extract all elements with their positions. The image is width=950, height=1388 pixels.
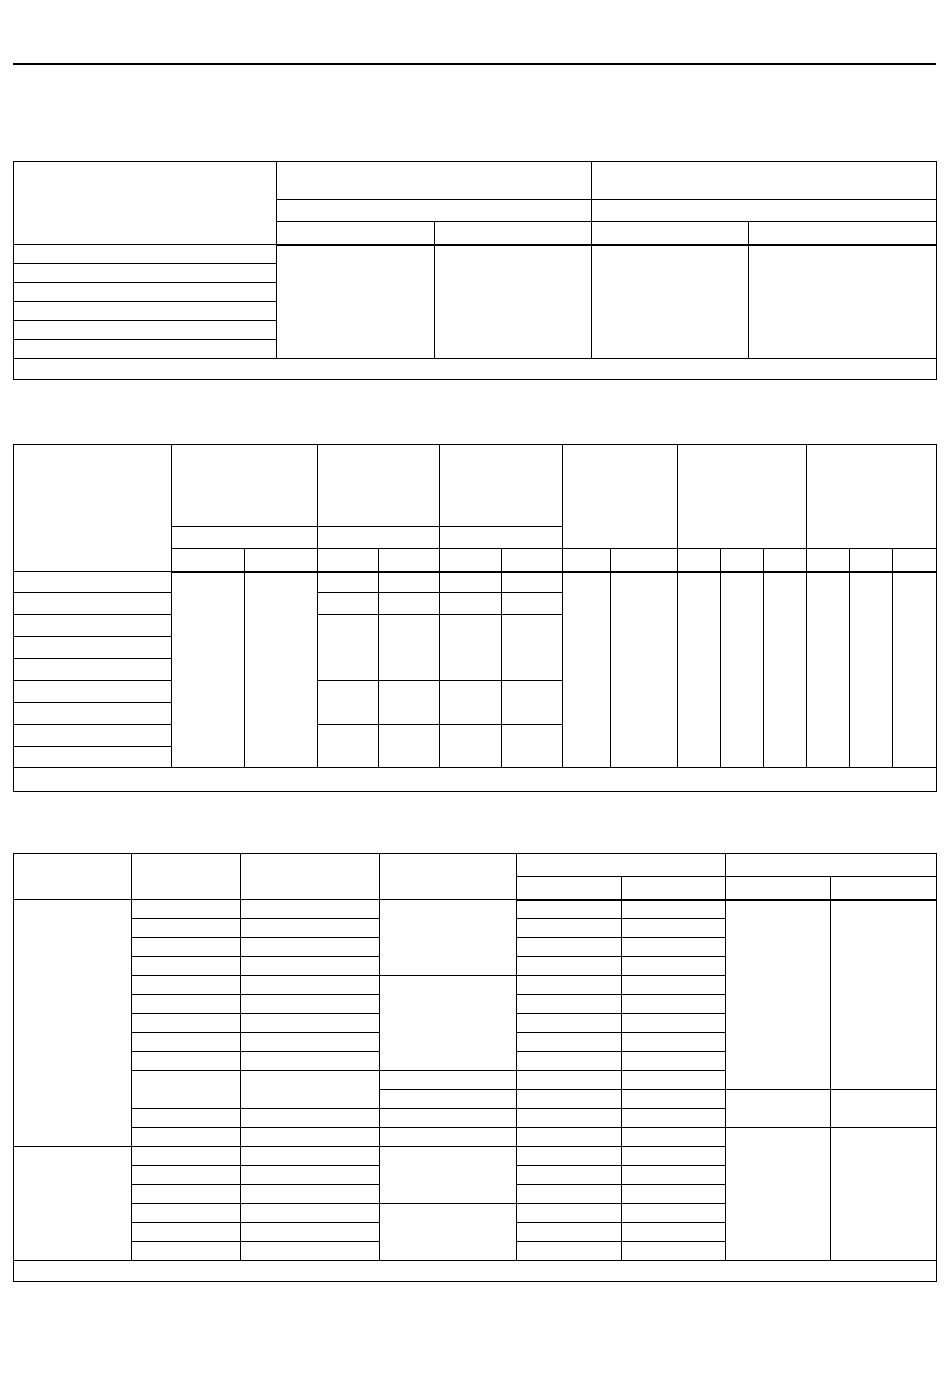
table-cell xyxy=(622,919,726,938)
table-cell xyxy=(517,1109,622,1128)
table-cell xyxy=(721,572,764,768)
table-cell xyxy=(379,572,440,593)
table-cell xyxy=(517,957,622,976)
header-cell xyxy=(172,445,318,527)
header-cell xyxy=(678,445,807,549)
header-cell xyxy=(440,549,502,572)
header-cell xyxy=(277,200,592,222)
table-cell xyxy=(517,919,622,938)
header-cell xyxy=(807,549,850,572)
table-cell xyxy=(132,1128,241,1147)
table-cell xyxy=(622,1223,726,1242)
table-cell xyxy=(622,1071,726,1090)
table-cell xyxy=(132,900,241,919)
table-row xyxy=(14,572,937,593)
table-cell xyxy=(440,681,502,725)
table-note-row xyxy=(14,359,937,380)
table-note xyxy=(14,359,937,380)
table-cell xyxy=(517,1166,622,1185)
table-cell xyxy=(622,1147,726,1166)
table-cell xyxy=(132,1204,241,1223)
header-cell xyxy=(563,549,611,572)
table-cell xyxy=(380,1071,517,1090)
table-cell xyxy=(132,938,241,957)
table-row xyxy=(14,445,937,527)
table-cell xyxy=(517,995,622,1014)
table-cell xyxy=(14,302,277,321)
header-cell xyxy=(14,445,172,572)
header-cell xyxy=(318,527,440,549)
table-cell xyxy=(132,1185,241,1204)
table-cell xyxy=(14,1147,132,1261)
header-cell xyxy=(440,527,563,549)
table-1 xyxy=(13,161,937,380)
table-cell xyxy=(517,938,622,957)
table-cell xyxy=(132,1014,241,1033)
table-cell xyxy=(517,900,622,919)
header-cell xyxy=(502,549,563,572)
header-cell xyxy=(726,877,831,900)
header-cell xyxy=(563,445,678,549)
table-cell xyxy=(726,900,831,1090)
table-2 xyxy=(13,444,937,792)
table-cell xyxy=(132,957,241,976)
table-cell xyxy=(502,615,563,681)
table-cell xyxy=(132,1147,241,1166)
table-cell xyxy=(517,1242,622,1261)
table-cell xyxy=(749,245,937,359)
table-cell xyxy=(14,264,277,283)
table-cell xyxy=(14,900,132,1147)
header-cell xyxy=(14,162,277,245)
table-cell xyxy=(517,1185,622,1204)
table-cell xyxy=(132,1071,241,1109)
table-cell xyxy=(14,637,172,659)
table-cell xyxy=(517,1052,622,1071)
table-cell xyxy=(517,1090,622,1109)
table-cell xyxy=(241,1109,380,1128)
table-cell xyxy=(563,572,611,768)
table-cell xyxy=(622,1033,726,1052)
table-cell xyxy=(435,245,592,359)
table-note xyxy=(14,1261,937,1282)
table-cell xyxy=(622,976,726,995)
table-cell xyxy=(241,900,380,919)
header-cell xyxy=(172,527,318,549)
table-cell xyxy=(241,1014,380,1033)
table-cell xyxy=(502,725,563,768)
table-cell xyxy=(241,1185,380,1204)
table-cell xyxy=(14,245,277,264)
table-cell xyxy=(132,1242,241,1261)
table-cell xyxy=(132,1223,241,1242)
header-cell xyxy=(850,549,893,572)
header-cell xyxy=(318,549,379,572)
table-cell xyxy=(622,1052,726,1071)
table-cell xyxy=(517,1147,622,1166)
table-cell xyxy=(440,615,502,681)
table-cell xyxy=(245,572,318,768)
header-cell xyxy=(241,854,380,900)
table-cell xyxy=(517,1223,622,1242)
table-cell xyxy=(622,1128,726,1147)
header-cell xyxy=(592,200,937,222)
table-cell xyxy=(622,1242,726,1261)
table-row xyxy=(14,1128,937,1147)
header-cell xyxy=(764,549,807,572)
header-cell xyxy=(749,222,937,245)
table-cell xyxy=(622,1185,726,1204)
table-cell xyxy=(241,957,380,976)
header-cell xyxy=(622,877,726,900)
table-cell xyxy=(517,1014,622,1033)
table-cell xyxy=(241,1128,380,1147)
table-cell xyxy=(831,1128,937,1261)
header-cell xyxy=(807,445,937,549)
table-cell xyxy=(172,572,245,768)
header-cell xyxy=(611,549,678,572)
table-cell xyxy=(132,1052,241,1071)
table-cell xyxy=(241,976,380,995)
header-cell xyxy=(831,877,937,900)
table-row xyxy=(14,900,937,919)
table-cell xyxy=(14,593,172,615)
table-cell xyxy=(622,938,726,957)
table-cell xyxy=(241,1166,380,1185)
header-cell xyxy=(592,162,937,200)
table-cell xyxy=(379,593,440,615)
table-cell xyxy=(241,1223,380,1242)
table-cell xyxy=(241,1242,380,1261)
table-cell xyxy=(380,1090,517,1109)
table-cell xyxy=(318,572,379,593)
table-cell xyxy=(318,593,379,615)
table-cell xyxy=(850,572,893,768)
header-cell xyxy=(440,445,563,527)
table-cell xyxy=(893,572,937,768)
table-cell xyxy=(622,900,726,919)
header-cell xyxy=(678,549,721,572)
header-cell xyxy=(893,549,937,572)
table-row xyxy=(14,245,937,264)
table-cell xyxy=(622,957,726,976)
table-cell xyxy=(622,1109,726,1128)
table-cell xyxy=(831,1090,937,1128)
table-cell xyxy=(592,245,749,359)
table-cell xyxy=(502,593,563,615)
table-cell xyxy=(318,681,379,725)
table-cell xyxy=(517,1071,622,1090)
table-cell xyxy=(14,321,277,340)
table-cell xyxy=(132,1033,241,1052)
table-cell xyxy=(241,919,380,938)
table-cell xyxy=(241,1071,380,1109)
table-cell xyxy=(517,1128,622,1147)
table-cell xyxy=(440,572,502,593)
table-cell xyxy=(622,995,726,1014)
table-cell xyxy=(241,1147,380,1166)
table-cell xyxy=(14,340,277,359)
table-cell xyxy=(132,995,241,1014)
header-cell xyxy=(379,549,440,572)
table-cell xyxy=(380,1109,517,1128)
table-cell xyxy=(241,1204,380,1223)
table-cell xyxy=(14,725,172,747)
table-cell xyxy=(14,703,172,725)
table-cell xyxy=(622,1090,726,1109)
table-cell xyxy=(622,1166,726,1185)
table-cell xyxy=(622,1204,726,1223)
header-rule xyxy=(13,63,936,65)
table-cell xyxy=(14,659,172,681)
table-cell xyxy=(678,572,721,768)
table-cell xyxy=(517,976,622,995)
table-cell xyxy=(831,900,937,1090)
table-cell xyxy=(241,1052,380,1071)
table-cell xyxy=(14,572,172,593)
table-row xyxy=(14,162,937,200)
table-cell xyxy=(14,283,277,302)
table-row xyxy=(14,854,937,877)
table-cell xyxy=(807,572,850,768)
table-cell xyxy=(440,725,502,768)
table-cell xyxy=(132,1166,241,1185)
table-cell xyxy=(380,900,517,976)
table-cell xyxy=(379,681,440,725)
table-cell xyxy=(380,1147,517,1204)
table-cell xyxy=(517,1204,622,1223)
table-cell xyxy=(14,681,172,703)
table-cell xyxy=(241,1033,380,1052)
table-cell xyxy=(726,1128,831,1261)
table-cell xyxy=(380,1128,517,1147)
table-cell xyxy=(14,615,172,637)
table-cell xyxy=(241,938,380,957)
table-cell xyxy=(132,919,241,938)
header-cell xyxy=(721,549,764,572)
table-cell xyxy=(380,976,517,1071)
table-cell xyxy=(318,725,379,768)
header-cell xyxy=(380,854,517,900)
header-cell xyxy=(245,549,318,572)
table-note-row xyxy=(14,768,937,792)
table-cell xyxy=(502,681,563,725)
table-cell xyxy=(726,1090,831,1128)
table-cell xyxy=(440,593,502,615)
header-cell xyxy=(318,445,440,527)
header-cell xyxy=(132,854,241,900)
header-cell xyxy=(726,854,937,877)
header-cell xyxy=(517,854,726,877)
table-cell xyxy=(502,572,563,593)
table-3 xyxy=(13,853,937,1282)
header-cell xyxy=(14,854,132,900)
table-cell xyxy=(517,1033,622,1052)
header-cell xyxy=(435,222,592,245)
table-cell xyxy=(379,725,440,768)
header-cell xyxy=(172,549,245,572)
table-note xyxy=(14,768,937,792)
table-cell xyxy=(764,572,807,768)
table-cell xyxy=(14,747,172,768)
table-cell xyxy=(132,1109,241,1128)
table-cell xyxy=(611,572,678,768)
table-cell xyxy=(380,1204,517,1261)
table-cell xyxy=(622,1014,726,1033)
table-note-row xyxy=(14,1261,937,1282)
table-cell xyxy=(379,615,440,681)
header-cell xyxy=(277,162,592,200)
table-cell xyxy=(241,995,380,1014)
table-cell xyxy=(318,615,379,681)
table-cell xyxy=(132,976,241,995)
header-cell xyxy=(277,222,435,245)
header-cell xyxy=(592,222,749,245)
header-cell xyxy=(517,877,622,900)
table-cell xyxy=(277,245,435,359)
